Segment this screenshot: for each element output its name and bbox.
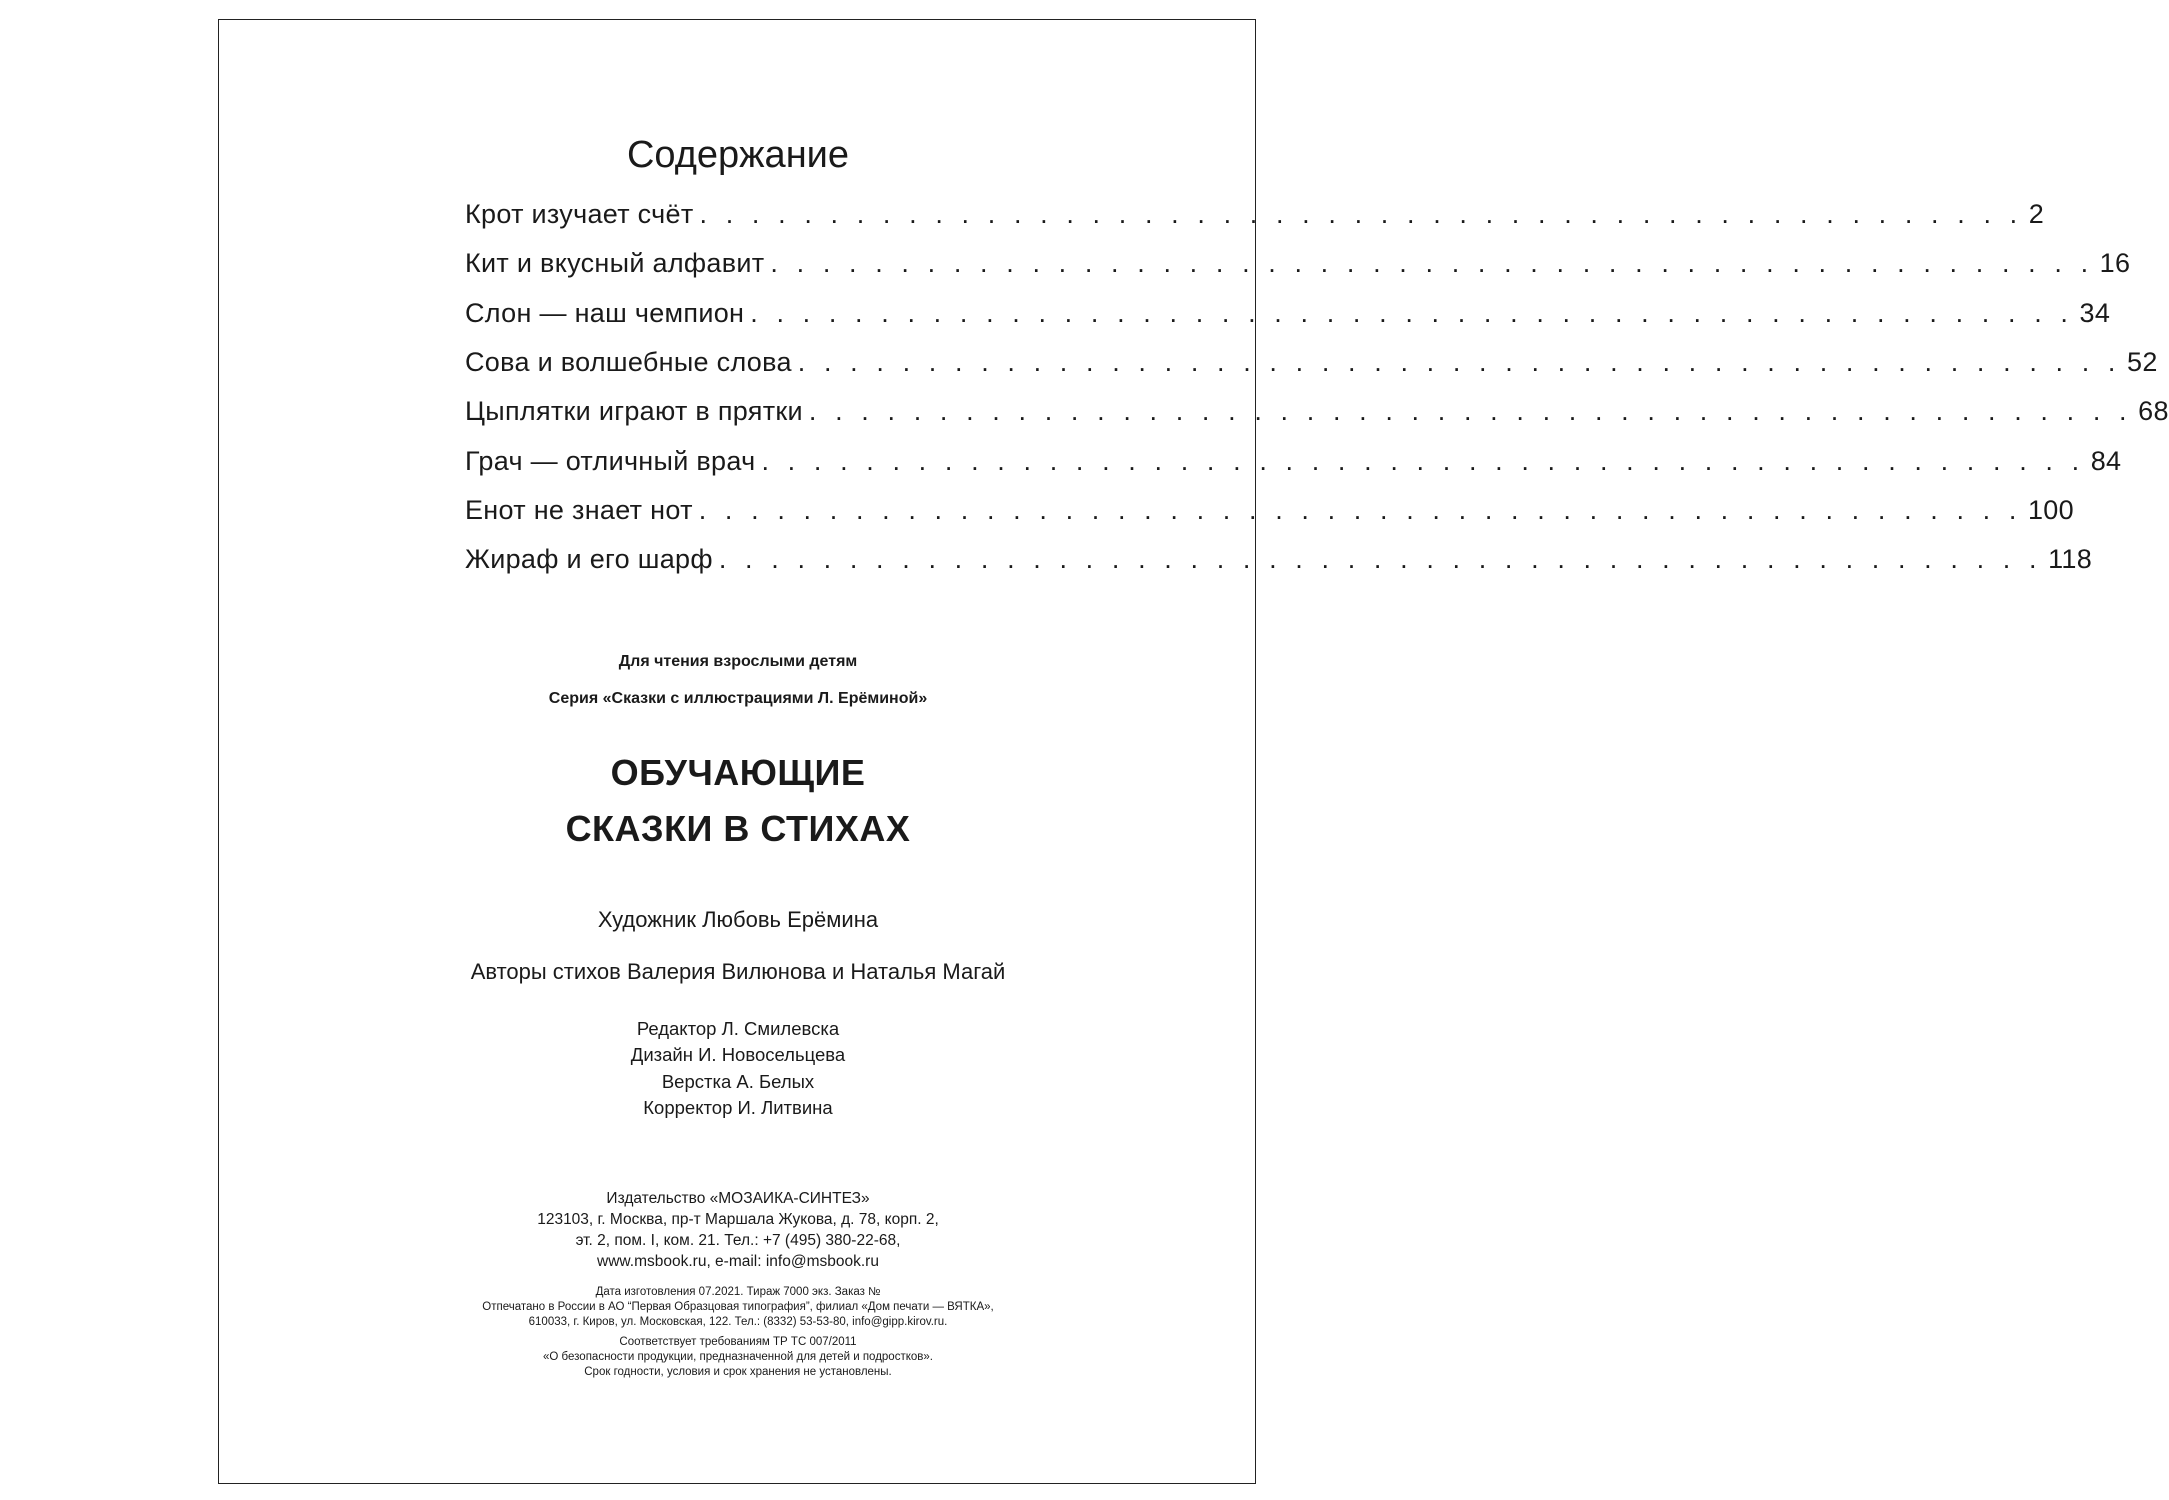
toc-entry-title: Кит и вкусный алфавит <box>465 248 765 279</box>
publisher-address: 123103, г. Москва, пр-т Маршала Жукова, д. 78, корп. 2, <box>537 1211 939 1228</box>
toc-heading: Содержание <box>626 134 850 176</box>
imprint-line: Соответствует требованиям ТР ТС 007/2011 <box>619 1336 857 1348</box>
toc-entry-title: Грач — отличный врач <box>465 445 756 476</box>
toc-entry-title: Крот изучает счёт <box>465 199 694 230</box>
toc-dot-leader: . . . . . . . . . . . . . . . . . . . . . . . . . . . . . . . . . . . . . . . . . . . . . . . . . . . <box>770 248 2094 279</box>
toc-entry-page: 52 <box>2127 347 2158 378</box>
series-note: Серия «Сказки с иллюстрациями Л. Ерёминой» <box>548 690 928 707</box>
toc-dot-leader: . . . . . . . . . . . . . . . . . . . . . . . . . . . . . . . . . . . . . . . . . . . . . . . . . . . <box>797 347 2122 378</box>
artist-credit: Художник Любовь Ерёмина <box>597 907 879 932</box>
imprint-line: «О безопасности продукции, предназначенной для детей и подростков». <box>543 1351 933 1363</box>
imprint-line: 610033, г. Киров, ул. Московская, 122. Тел.: (8332) 53-53-80, info@gipp.kirov.ru. <box>528 1316 948 1328</box>
toc-entry-page: 34 <box>2079 297 2111 328</box>
toc-dot-leader: . . . . . . . . . . . . . . . . . . . . . . . . . . . . . . . . . . . . . . . . . . . . . . . . . . . <box>698 494 2022 525</box>
editor-credit: Редактор Л. Смилевска <box>636 1018 840 1039</box>
toc-entry-title: Жираф и его шарф <box>465 544 713 575</box>
toc-entry-page: 84 <box>2090 445 2122 476</box>
toc-entry-page: 68 <box>2138 396 2169 427</box>
toc-entry-title: Сова и волшебные слова <box>465 347 792 378</box>
toc-dot-leader: . . . . . . . . . . . . . . . . . . . . . . . . . . . . . . . . . . . . . . . . . . . . . . . . . . . <box>808 396 2133 427</box>
audience-note: Для чтения взрослыми детям <box>618 653 858 670</box>
imprint-line: Отпечатано в России в АО “Первая Образцовая типография”, филиал «Дом печати — ВЯТКА», <box>482 1301 994 1313</box>
book-page <box>218 19 2169 1484</box>
publisher-web: www.msbook.ru, e-mail: info@msbook.ru <box>597 1253 879 1270</box>
toc-entry <box>465 239 2131 288</box>
toc-entry-title: Енот не знает нот <box>465 494 693 525</box>
toc-entry <box>465 486 2074 535</box>
authors-credit: Авторы стихов Валерия Вилюнова и Наталья Магай <box>470 959 1006 984</box>
toc-entry <box>465 535 2093 584</box>
toc-entry-page: 118 <box>2048 544 2093 575</box>
publisher-address-phone: эт. 2, пом. I, ком. 21. Тел.: +7 (495) 380-22-68, <box>575 1232 901 1249</box>
toc-entry <box>465 289 2111 338</box>
toc-dot-leader: . . . . . . . . . . . . . . . . . . . . . . . . . . . . . . . . . . . . . . . . . . . . . . . . . . . <box>699 199 2023 230</box>
design-credit: Дизайн И. Новосельцева <box>630 1044 846 1065</box>
layout-credit: Верстка А. Белых <box>661 1071 815 1092</box>
book-title-line-2: СКАЗКИ В СТИХАХ <box>565 808 911 849</box>
toc-entry-title: Цыплятки играют в прятки <box>465 396 803 427</box>
toc-dot-leader: . . . . . . . . . . . . . . . . . . . . . . . . . . . . . . . . . . . . . . . . . . . . . . . . . . . <box>761 445 2085 476</box>
toc-dot-leader: . . . . . . . . . . . . . . . . . . . . . . . . . . . . . . . . . . . . . . . . . . . . . . . . . . . <box>750 297 2074 328</box>
book-title-line-1: ОБУЧАЮЩИЕ <box>610 752 866 793</box>
toc-list <box>465 190 2169 584</box>
toc-entry-page: 2 <box>2028 199 2045 230</box>
toc-entry <box>465 387 2169 436</box>
publisher-name: Издательство «МОЗАИКА-СИНТЕЗ» <box>606 1190 870 1207</box>
proofreader-credit: Корректор И. Литвина <box>643 1097 833 1118</box>
toc-entry-page: 100 <box>2027 494 2074 525</box>
toc-entry-page: 16 <box>2099 248 2131 279</box>
imprint-line: Срок годности, условия и срок хранения не установлены. <box>584 1366 892 1378</box>
toc-entry <box>465 436 2122 485</box>
toc-entry-title: Слон — наш чемпион <box>465 297 745 328</box>
toc-entry <box>465 190 2045 239</box>
toc-dot-leader: . . . . . . . . . . . . . . . . . . . . . . . . . . . . . . . . . . . . . . . . . . . . . . . . . . . <box>718 544 2043 575</box>
imprint-line: Дата изготовления 07.2021. Тираж 7000 экз. Заказ № <box>595 1286 881 1298</box>
toc-entry <box>465 338 2158 387</box>
